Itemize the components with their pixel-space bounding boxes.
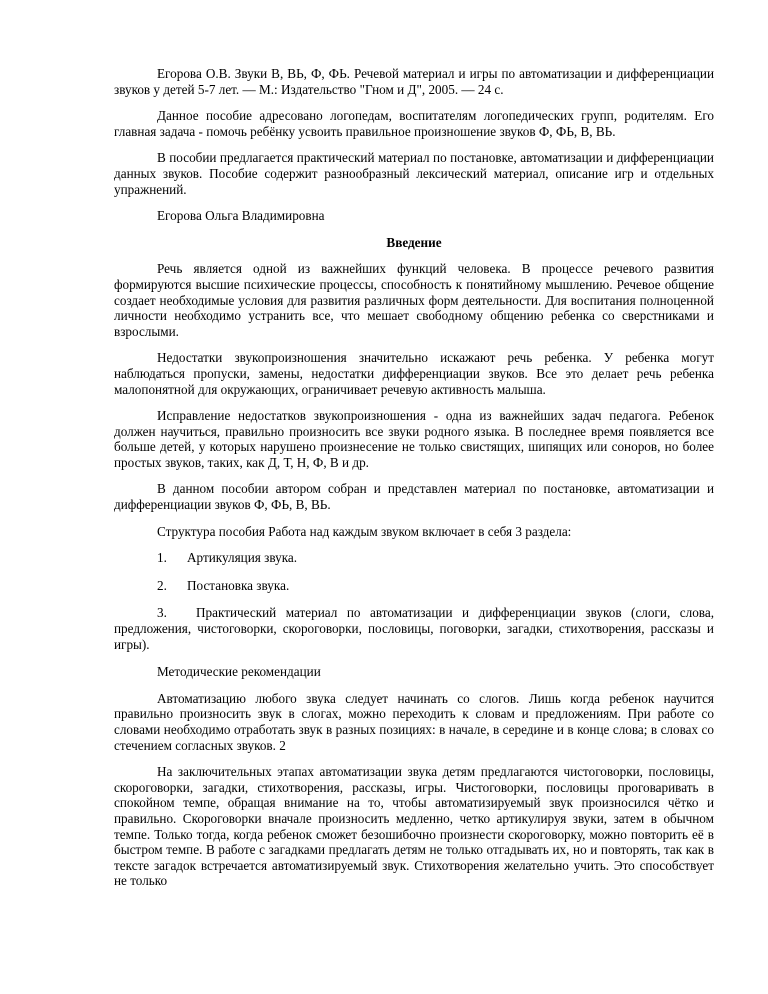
intro-paragraph-3: Исправление недостатков звукопроизношения - одна из важнейших задач педагога. Ребенок должен научиться, правильно произносить все звуки родного языка. В последнее время появляется все больше детей, у которых нарушено произнесение не только свистящих, шипящих или соноров, но более простых звуков, таких, как Д, Т, Н, Ф, В и др. bbox=[114, 408, 714, 470]
list-item-number: 2. bbox=[157, 577, 167, 593]
audience-paragraph: Данное пособие адресовано логопедам, воспитателям логопедических групп, родителям. Его главная задача - помочь ребёнку усвоить правильное произношение звуков Ф, ФЬ, В, ВЬ. bbox=[114, 108, 714, 139]
author-name: Егорова Ольга Владимировна bbox=[157, 208, 325, 224]
methods-paragraph-1: Автоматизацию любого звука следует начинать со слогов. Лишь когда ребенок научится правильно произносить звук в слогах, можно переходить к словам и предложениям. При работе со словами необходимо отработать звук в разных позициях: в начале, в середине и в конце слова; в словах со стечением согласных звуков. 2 bbox=[114, 690, 714, 753]
list-item-number: 3. bbox=[157, 605, 167, 621]
summary-paragraph: В пособии предлагается практический материал по постановке, автоматизации и дифференциации данных звуков. Пособие содержит разнообразный лексический материал, описание игр и отдельных упражнений. bbox=[114, 150, 714, 197]
methods-paragraph-2: На заключительных этапах автоматизации звука детям предлагаются чистоговорки, пословицы, скороговорки, загадки, стихотворения, рассказы, игры. Чистоговорки, пословицы проговаривать в спокойном темпе, обращая внимание на то, чтобы автоматизируемый звук произносился чётко и правильно. Скороговорки вначале произносить медленно, четко артикулируя звуки, затем в обычном темпе. Только тогда, когда ребенок сможет безошибочно произнести скороговорку, можно повторить её в быстром темпе. В работе с загадками предлагать детям не только отгадывать их, но и повторять, так как в тексте загадок встречается автоматизируемый звук. Стихотворения желательно учить. Это способствует не только bbox=[114, 764, 714, 889]
list-item bbox=[114, 578, 714, 594]
list-item bbox=[114, 550, 714, 566]
document-page bbox=[114, 66, 714, 900]
citation-paragraph: Егорова О.В. Звуки В, ВЬ, Ф, ФЬ. Речевой материал и игры по автоматизации и дифференциации звуков у детей 5-7 лет. — М.: Издательство "Гном и Д", 2005. — 24 с. bbox=[114, 66, 714, 97]
list-item-text: Постановка звука. bbox=[187, 577, 290, 593]
list-item-text: Практический материал по автоматизации и дифференциации звуков (слоги, слова, предложения, чистоговорки, скороговорки, пословицы, поговорки, загадки, стихотворения, рассказы и игры). bbox=[114, 605, 714, 652]
intro-paragraph-1: Речь является одной из важнейших функций человека. В процессе речевого развития формируются высшие психические процессы, способность к понятийному мышлению. Речевое общение создает необходимые условия для развития различных форм деятельности. Для воспитания полноценной личности необходимо устранить все, что мешает свободному общению ребенка со сверстниками и взрослыми. bbox=[114, 261, 714, 339]
intro-paragraph-2: Недостатки звукопроизношения значительно искажают речь ребенка. У ребенка могут наблюдаться пропуски, замены, недостатки дифференциации звуков. Все это делает речь ребенка малопонятной для окружающих, ограничивает речевую активность малыша. bbox=[114, 350, 714, 397]
list-item-text: Артикуляция звука. bbox=[187, 550, 298, 566]
structure-paragraph: Структура пособия Работа над каждым звуком включает в себя 3 раздела: bbox=[157, 523, 572, 539]
methods-heading: Методические рекомендации bbox=[157, 664, 321, 680]
list-item-number: 1. bbox=[157, 550, 167, 566]
list-item bbox=[114, 605, 714, 652]
intro-heading: Введение bbox=[386, 234, 442, 250]
intro-paragraph-4: В данном пособии автором собран и представлен материал по постановке, автоматизации и дифференциации звуков Ф, ФЬ, В, ВЬ. bbox=[114, 481, 714, 513]
